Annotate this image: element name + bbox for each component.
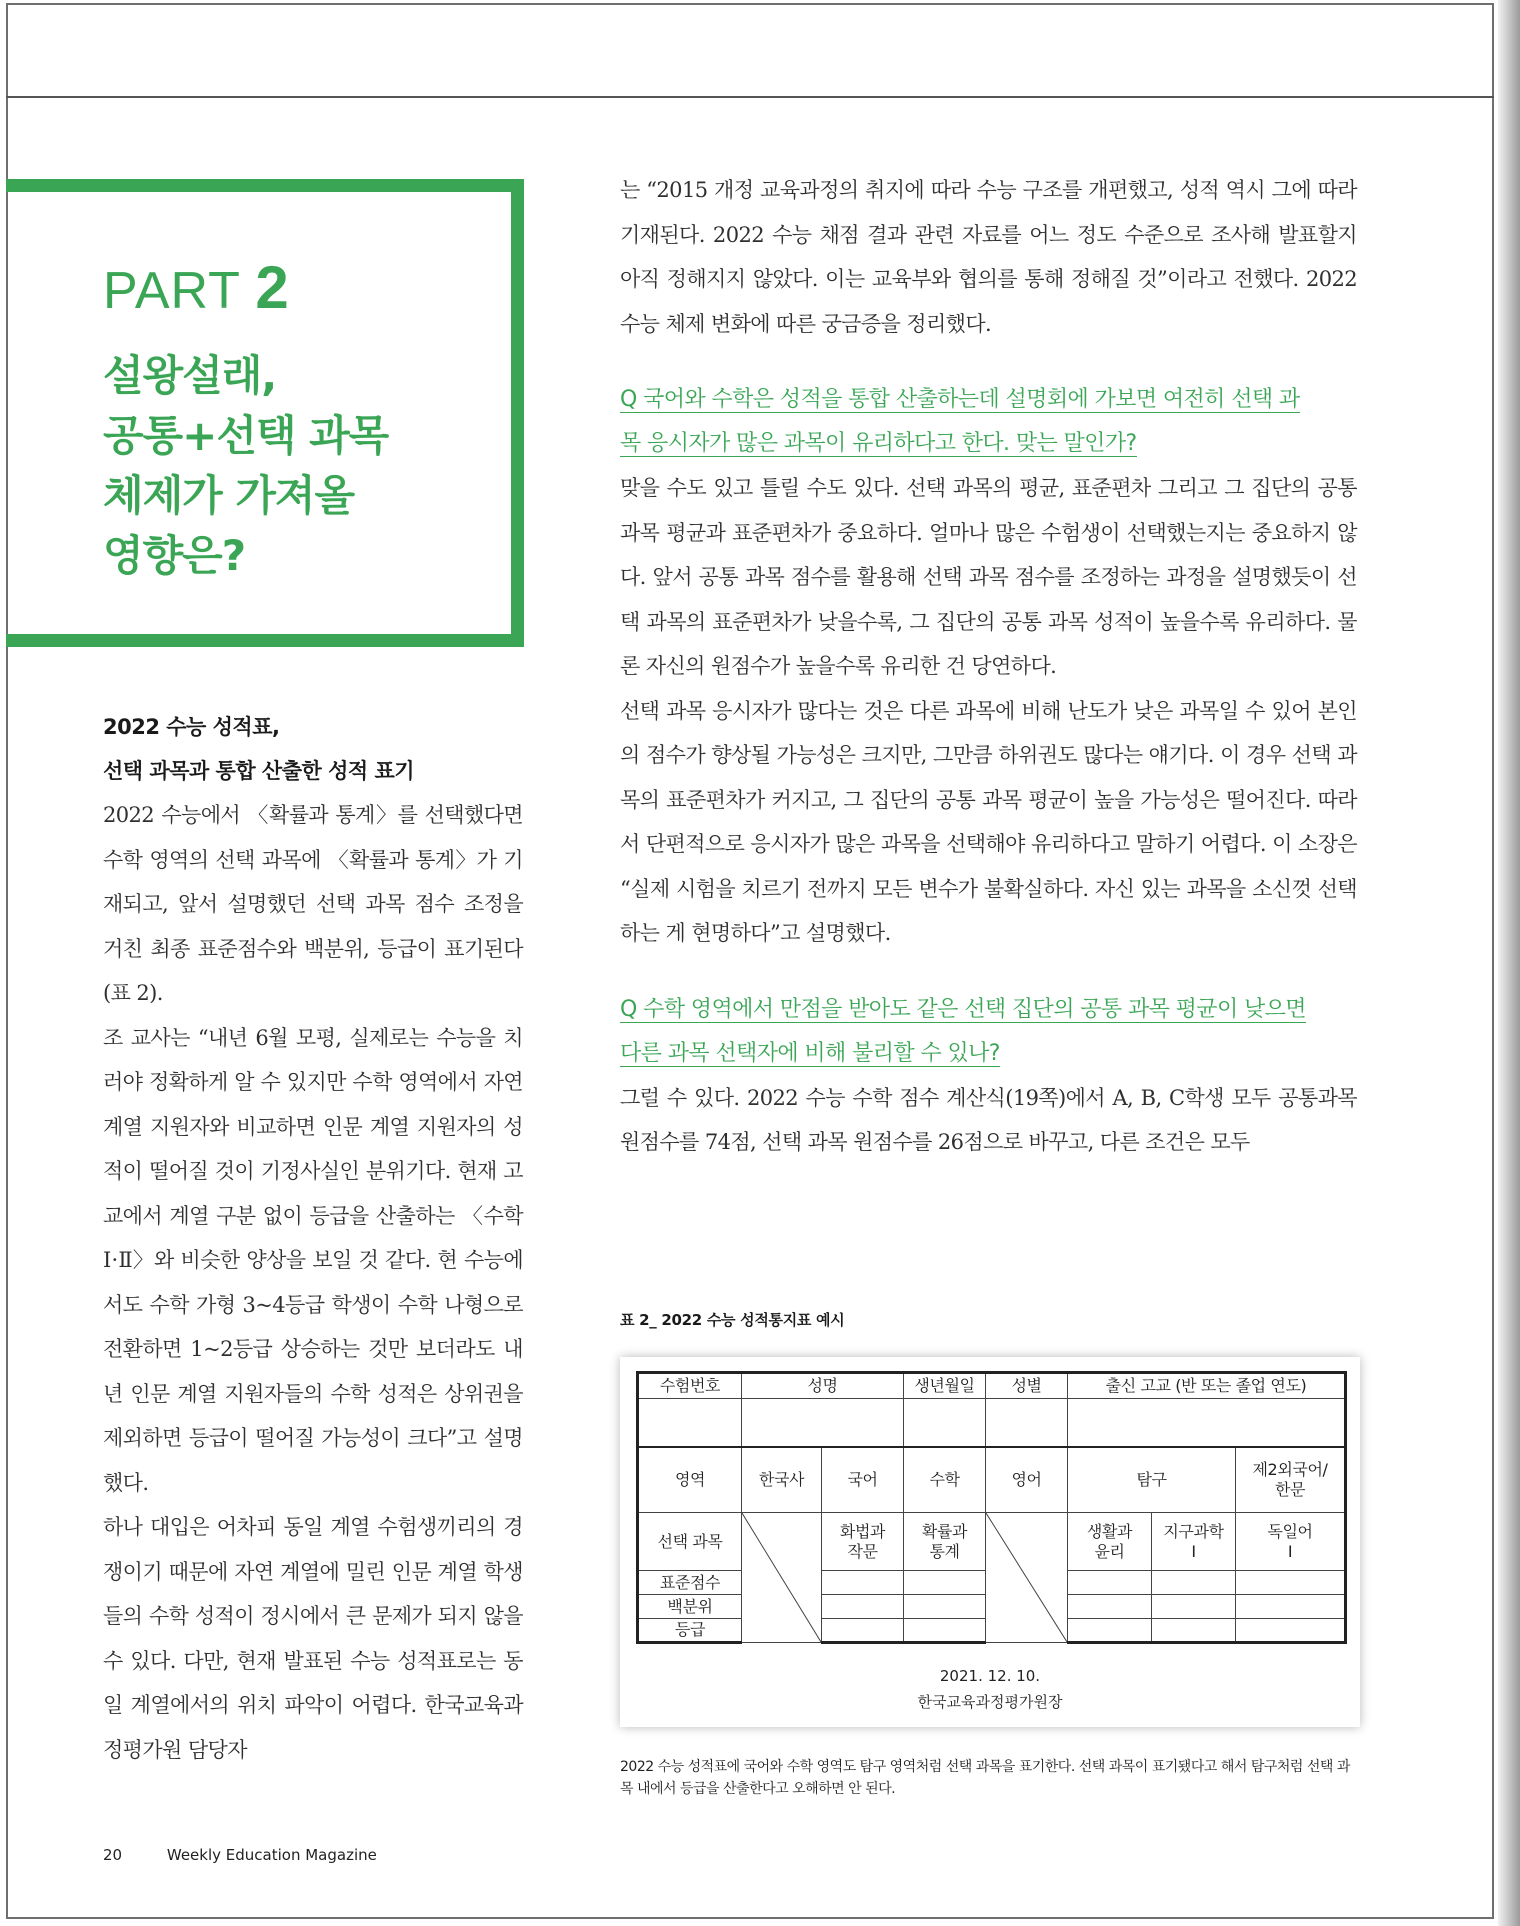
- blank-cell: [822, 1571, 904, 1595]
- blank-cell: [638, 1399, 742, 1447]
- question-2-line-2: 다른 과목 선택자에 비해 불리할 수 있나?: [620, 1040, 1000, 1066]
- elective-math: 확률과 통계: [904, 1513, 986, 1571]
- area-inquiry: 탐구: [1068, 1447, 1236, 1513]
- elective-inquiry-2: 지구과학 Ⅰ: [1152, 1513, 1236, 1571]
- table-note: 2022 수능 성적표에 국어와 수학 영역도 탐구 영역처럼 선택 과목을 표기한다. 선택 과목이 표기됐다고 해서 탐구처럼 선택 과목 내에서 등급을 산출한다고 오해하면 안 된다.: [620, 1759, 1350, 1797]
- question-1-line-2: 목 응시자가 많은 과목이 유리하다고 한다. 맞는 말인가?: [620, 431, 1137, 456]
- area-korean-history: 한국사: [742, 1447, 822, 1513]
- row-label-elective: 선택 과목: [638, 1513, 742, 1571]
- subsection-heading-line-2: 선택 과목과 통합 산출한 성적 표기: [103, 759, 415, 783]
- blank-cell: [1068, 1595, 1152, 1619]
- table-caption: 표 2_ 2022 수능 성적통지표 예시: [620, 1311, 845, 1329]
- blank-cell: [1152, 1619, 1236, 1643]
- blank-cell: [1068, 1619, 1152, 1643]
- elective-second-language: 독일어 Ⅰ: [1236, 1513, 1346, 1571]
- blank-cell: [1152, 1595, 1236, 1619]
- magazine-name: Weekly Education Magazine: [166, 1846, 377, 1864]
- blank-cell: [1236, 1595, 1346, 1619]
- blank-cell: [742, 1399, 904, 1447]
- header-exam-number: 수험번호: [638, 1373, 742, 1399]
- area-english: 영어: [986, 1447, 1068, 1513]
- row-label-area: 영역: [638, 1447, 742, 1513]
- elective-korean: 화법과 작문: [822, 1513, 904, 1571]
- blank-cell: [904, 1595, 986, 1619]
- subsection-heading-line-1: 2022 수능 성적표,: [103, 715, 280, 739]
- area-second-language: 제2외국어/ 한문: [1236, 1447, 1346, 1513]
- area-korean: 국어: [822, 1447, 904, 1513]
- score-report-table: [636, 1371, 1347, 1644]
- right-column: [620, 168, 1357, 1165]
- top-rule: [6, 96, 1494, 98]
- answer-2-paragraph: 그럴 수 있다. 2022 수능 수학 점수 계산식(19쪽)에서 A, B, C학생 모두 공통과목 원점수를 74점, 선택 과목 원점수를 26점으로 바꾸고, 다른 조건은 모두: [620, 1085, 1357, 1154]
- row-label-grade: 등급: [638, 1619, 742, 1643]
- blank-cell: [1236, 1619, 1346, 1643]
- blank-cell: [1068, 1399, 1346, 1447]
- header-school: 출신 고교 (반 또는 졸업 연도): [1068, 1373, 1346, 1399]
- page-edge-shadow: [1498, 0, 1520, 1926]
- row-label-percentile: 백분위: [638, 1595, 742, 1619]
- issuer: 한국교육과정평가원장: [917, 1693, 1063, 1711]
- blank-cell: [904, 1399, 986, 1447]
- question-2-line-1: Q 수학 영역에서 만점을 받아도 같은 선택 집단의 공통 과목 평균이 낮으면: [620, 996, 1306, 1022]
- blank-cell: [904, 1619, 986, 1643]
- blank-cell: [822, 1619, 904, 1643]
- answer-1-paragraph-1: 맞을 수도 있고 틀릴 수도 있다. 선택 과목의 평균, 표준편차 그리고 그 집단의 공통 과목 평균과 표준편차가 중요하다. 얼마나 많은 수험생이 선택했는지는 중요하지 않다. 앞서 공통 과목 점수를 활용해 선택 과목 점수를 조정하는 과정을 설명했듯이 선택 과목의 표준편차가 낮을수록, 그 집단의 공통 과목 성적이 높을수록 유리하다. 물론 자신의 원점수가 높을수록 유리한 건 당연하다.: [620, 476, 1357, 678]
- header-birthdate: 생년월일: [904, 1373, 986, 1399]
- part-number: 2: [255, 254, 290, 321]
- blank-cell: [822, 1595, 904, 1619]
- left-paragraph-2: 조 교사는 “내년 6월 모평, 실제로는 수능을 치러야 정확하게 알 수 있지만 수학 영역에서 자연 계열 지원자와 비교하면 인문 계열 지원자의 성적이 떨어질 것이 기정사실인 분위기다. 현재 고교에서 계열 구분 없이 등급을 산출하는 〈수학Ⅰ·Ⅱ〉와 비슷한 양상을 보일 것 같다. 현 수능에서도 수학 가형 3~4등급 학생이 수학 나형으로 전환하면 1~2등급 상승하는 것만 보더라도 내년 인문 계열 지원자들의 수학 성적은 상위권을 제외하면 등급이 떨어질 가능성이 크다”고 설명했다.: [103, 1025, 523, 1495]
- page-number: 20: [103, 1846, 123, 1864]
- intro-paragraph: 는 “2015 개정 교육과정의 취지에 따라 수능 구조를 개편했고, 성적 역시 그에 따라 기재된다. 2022 수능 채점 결과 관련 자료를 어느 정도 수준으로 조사해 발표할지 아직 정해지지 않았다. 이는 교육부와 협의를 통해 정해질 것”이라고 전했다. 2022 수능 체제 변화에 따른 궁금증을 정리했다.: [620, 178, 1357, 336]
- header-gender: 성별: [986, 1373, 1068, 1399]
- blank-cell: [1068, 1571, 1152, 1595]
- left-paragraph-3: 하나 대입은 어차피 동일 계열 수험생끼리의 경쟁이기 때문에 자연 계열에 밀린 인문 계열 학생들의 수학 성적이 정시에서 큰 문제가 되지 않을 수 있다. 다만, 현재 발표된 수능 성적표로는 동일 계열에서의 위치 파악이 어렵다. 한국교육과정평가원 담당자: [103, 1515, 523, 1762]
- part-label: PART 2: [103, 254, 290, 321]
- section-headline: 설왕설래, 공통+선택 과목 체제가 가져올 영향은?: [103, 351, 389, 580]
- area-math: 수학: [904, 1447, 986, 1513]
- elective-inquiry-1: 생활과 윤리: [1068, 1513, 1152, 1571]
- question-1-line-1: Q 국어와 수학은 성적을 통합 산출하는데 설명회에 가보면 여전히 선택 과: [620, 387, 1300, 412]
- row-label-standard-score: 표준점수: [638, 1571, 742, 1595]
- left-paragraph-1: 2022 수능에서 〈확률과 통계〉를 선택했다면 수학 영역의 선택 과목에 〈확률과 통계〉가 기재되고, 앞서 설명했던 선택 과목 점수 조정을 거친 최종 표준점수와 백분위, 등급이 표기된다(표 2).: [103, 803, 523, 1005]
- answer-1-paragraph-2: 선택 과목 응시자가 많다는 것은 다른 과목에 비해 난도가 낮은 과목일 수 있어 본인의 점수가 향상될 가능성은 크지만, 그만큼 하위권도 많다는 얘기다. 이 경우 선택 과목의 표준편차가 커지고, 그 집단의 공통 과목 평균이 높을 가능성은 떨어진다. 따라서 단편적으로 응시자가 많은 과목을 선택해야 유리하다고 말하기 어렵다. 이 소장은 “실제 시험을 치르기 전까지 모든 변수가 불확실하다. 자신 있는 과목을 소신껏 선택하는 게 현명하다”고 설명했다.: [620, 698, 1357, 945]
- hatched-cell-korean-history: [742, 1513, 822, 1643]
- blank-cell: [904, 1571, 986, 1595]
- issue-date: 2021. 12. 10.: [939, 1667, 1041, 1685]
- blank-cell: [1152, 1571, 1236, 1595]
- score-report-card: [620, 1357, 1360, 1727]
- blank-cell: [986, 1399, 1068, 1447]
- footer: [103, 1846, 377, 1864]
- left-column: [103, 705, 523, 1772]
- header-name: 성명: [742, 1373, 904, 1399]
- hatched-cell-english: [986, 1513, 1068, 1643]
- blank-cell: [1236, 1571, 1346, 1595]
